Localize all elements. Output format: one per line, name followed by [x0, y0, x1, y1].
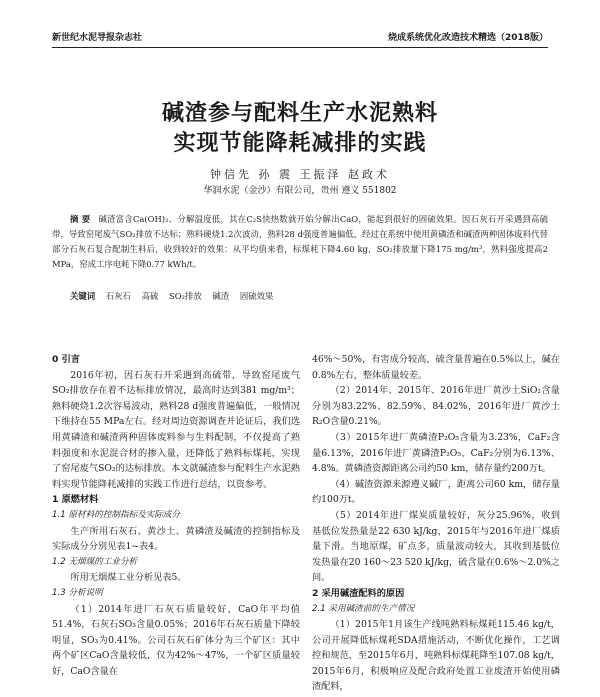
affiliation: 华润水泥（金沙）有限公司，贵州 遵义 551802 [203, 186, 397, 196]
paragraph: （5）2014年进厂煤炭质量较好，灰分25.96%，收到基低位发热量是22 630 kJ/kg，2015年与2016年进厂煤质量下滑。当地原煤，矿点多，质量波动较大，其收到基低位发热量在20 160～23 520 kJ/kg，硫含量在0.6%～2.0%之间。 [312, 509, 560, 584]
subsection-heading: 1.3 分析说明 [52, 587, 103, 598]
abstract [52, 212, 548, 272]
paragraph: （1）2015年1月该生产线吨熟料标煤耗115.46 kg/t，公司开展降低标煤耗SDA措施活动，不断优化操作，工艺调控和规范，至2015年6月，吨熟料标煤耗降至107.08 kg/t，2015年6月，积极响应及配合政府处置工业废渣开始使用磷渣配料， [312, 619, 560, 693]
title-line-1: 碱渣参与配料生产水泥熟料 [161, 101, 438, 126]
running-header [52, 28, 548, 44]
paragraph: 46%～50%，有害成分较高，硫含量普遍在0.5%以上，碱在0.8%左右，整体质量较差。 [312, 354, 560, 381]
section-name: 烧成系统优化改造技术精选（2018版） [387, 32, 548, 43]
keyword: 高硫 [141, 291, 159, 301]
abstract-label: 摘 要 [70, 214, 91, 224]
keyword: 固硫效果 [239, 291, 274, 301]
paragraph: 所用无烟煤工业分析见表5。 [70, 572, 187, 584]
authors: 钟信先 孙 震 王振泽 赵政术 [210, 168, 390, 181]
title-line-2: 实现节能降耗减排的实践 [173, 131, 427, 156]
left-column [52, 352, 300, 679]
subsection-heading: 1.1 原材料的控制指标及实际成分 [52, 509, 181, 520]
subsection-heading: 2.1 采用碱渣前的生产情况 [312, 603, 415, 614]
keyword: 石灰石 [105, 291, 131, 301]
paragraph: 生产所用石灰石、黄沙土、黄磷渣及碱渣的控制指标及实际成分分别见表1~表4。 [52, 525, 300, 553]
section-heading: 1 原燃材料 [52, 494, 99, 506]
right-column [312, 352, 560, 695]
abstract-text: 碱渣富含Ca(OH)₂、分解温度低，其在C₂S快热数就开始分解出CaO，能起到很好的固硫效果。因石灰石开采遇到高硫带，导致窑尾废气SO₂排放不达标；熟料硬烧1.2次波动，熟料28 d强度普遍偏低，经过在系统中使用黄磷渣和碱渣两种固体废料代替部分石灰石复合配制生料后，收到较好的效果：从平均值来看，标煤耗下降4.60 kg，SO₂排放量下降175 mg/m³，熟料强度提高2 MPa，窑成工序电耗下降0.77 kWh/t。 [52, 214, 548, 269]
subsection-heading: 1.2 无烟煤的工业分析 [52, 556, 138, 567]
section-heading: 0 引言 [52, 354, 80, 365]
keyword: SO₂排放 [169, 291, 202, 301]
section-heading: 2 采用碱渣配料的原因 [312, 587, 405, 599]
paragraph: 2016年初，因石灰石开采遇到高硫带，导致窑尾废气SO₂排放存在着不达标排放情况，最高时达到381 mg/m³；熟料硬烧1.2次容易波动，熟料28 d强度普遍偏低，一般情况下维持在55 MPa左右。经对周边资源调查并论证后，我们选用黄磷渣和碱渣两种固体废料参与生料配制，不仅提高了熟料强度和水泥混合材的掺入量，还降低了熟料标煤耗，实现了窑尾废气SO₂的达标排放。本文就碱渣参与配料生产水泥熟料实现节能降耗减排的实践工作进行总结，以资参考。 [52, 369, 300, 490]
keyword: 碱渣 [212, 291, 230, 301]
paragraph: （3）2015年进厂黄磷渣P₂O₅含量为3.23%，CaF₂含量6.13%，2016年进厂黄磷渣P₂O₅、CaF₂分别为6.13%、4.8%。黄磷渣资源距离公司约50 km，储存量约200万t。 [312, 431, 560, 475]
paragraph: （4）碱渣资源来源遵义碱厂，距离公司60 km，储存量约100万t。 [312, 478, 560, 506]
header-rule [52, 47, 548, 48]
journal-name: 新世纪水泥导报杂志社 [52, 32, 143, 43]
keywords-label: 关键词 [70, 291, 96, 301]
paragraph: （1）2014年进厂石灰石质量较好，CaO年平均值51.4%，石灰石SO₃含量0.05%；2016年石灰石质量下降较明显，SO₃为0.41%。公司石灰石矿体分为三个矿区：其中两个矿区CaO含量较低，仅为42%～47%，一个矿区质量较好，CaO含量在 [52, 603, 300, 677]
keywords [70, 290, 548, 302]
paragraph: （2）2014年、2015年、2016年进厂黄沙土SiO₂含量分别为83.22%、82.59%、84.02%，2016年进厂黄沙土R₂O含量0.21%。 [312, 385, 560, 428]
